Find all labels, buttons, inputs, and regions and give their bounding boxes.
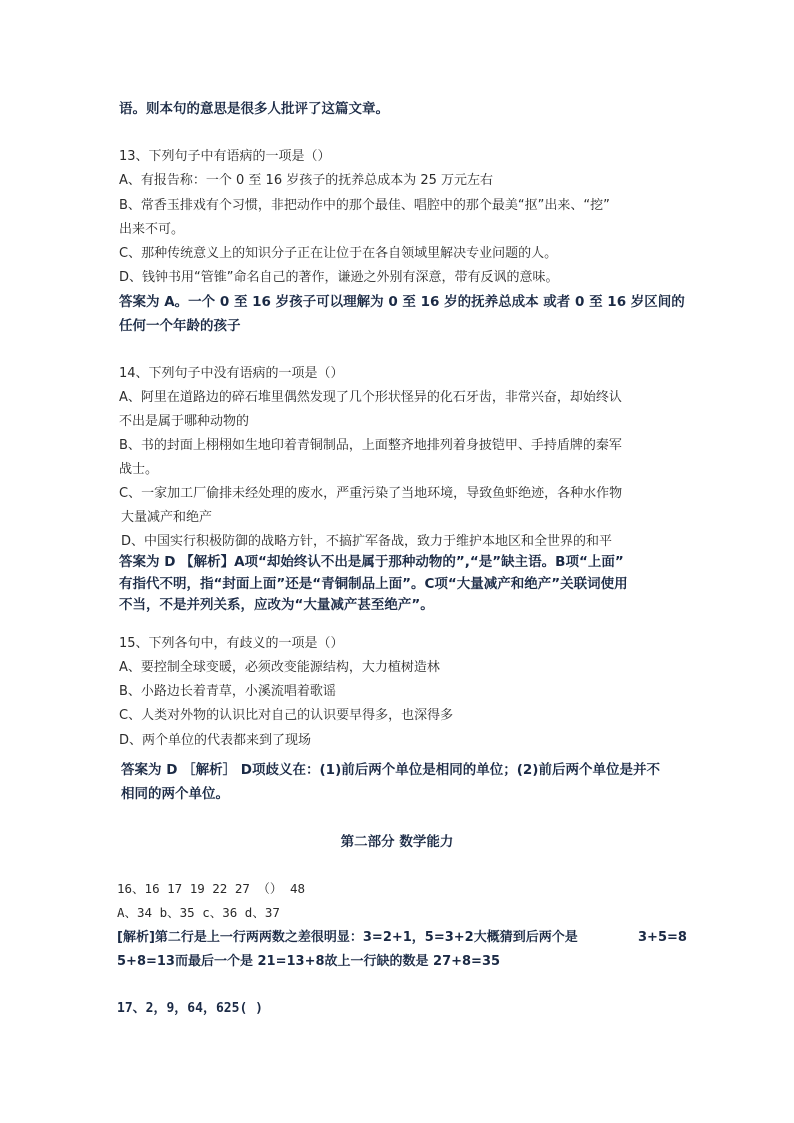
question-13-option-c: C、那种传统意义上的知识分子正在让位于在各自领域里解决专业问题的人。 bbox=[119, 246, 558, 261]
question-15-option-d: D、两个单位的代表都来到了现场 bbox=[119, 733, 312, 748]
question-14-option-b: B、书的封面上栩栩如生地印着青铜制品，上面整齐地排列着身披铠甲、手持盾牌的秦军 bbox=[119, 438, 622, 453]
question-13-option-d: D、钱钟书用“管锥”命名自己的著作，谦逊之外别有深意，带有反讽的意味。 bbox=[119, 270, 559, 285]
question-13-answer-cont: 任何一个年龄的孩子 bbox=[119, 318, 241, 334]
question-16-stem: 16、16 17 19 22 27 （） 48 bbox=[117, 881, 306, 896]
question-16-analysis: [解析]第二行是上一行两两数之差很明显：3=2+1，5=3+2大概猜到后两个是 bbox=[117, 930, 578, 945]
question-17-stem: 17、2，9，64，625( ) bbox=[117, 1001, 263, 1016]
answer-continuation: 语。则本句的意思是很多人批评了这篇文章。 bbox=[119, 101, 389, 117]
section-title-math: 第二部分 数学能力 bbox=[340, 834, 454, 850]
question-15-answer-cont: 相同的两个单位。 bbox=[121, 786, 229, 802]
question-14-option-a-cont: 不出是属于哪种动物的 bbox=[119, 414, 250, 429]
question-16-options: A、34 b、35 c、36 d、37 bbox=[117, 905, 280, 920]
question-15-answer: 答案为 D ［解析］ D项歧义在：(1)前后两个单位是相同的单位；(2)前后两个单位是并不 bbox=[121, 762, 660, 778]
question-15-option-b: B、小路边长着青草，小溪流唱着歌谣 bbox=[119, 684, 336, 699]
question-14-answer-cont1: 有指代不明，指“封面上面”还是“青铜制品上面”。C项“大量减产和绝产”关联词使用 bbox=[119, 576, 628, 592]
question-14-option-b-cont: 战士。 bbox=[119, 462, 159, 477]
question-14-stem: 14、下列句子中没有语病的一项是（） bbox=[119, 366, 344, 381]
question-14-option-a: A、阿里在道路边的碎石堆里偶然发现了几个形状怪异的化石牙齿，非常兴奋，却始终认 bbox=[119, 390, 622, 405]
question-13-option-b-cont: 出来不可。 bbox=[119, 222, 185, 237]
question-16-analysis-tail: 3+5=8 bbox=[638, 930, 687, 945]
question-14-option-d: D、中国实行积极防御的战略方针，不搞扩军备战，致力于维护本地区和全世界的和平 bbox=[121, 534, 613, 549]
question-14-option-c: C、一家加工厂偷排未经处理的废水，严重污染了当地环境，导致鱼虾绝迹，各种水作物 bbox=[119, 486, 623, 501]
question-15-option-a: A、要控制全球变暖，必须改变能源结构，大力植树造林 bbox=[119, 660, 440, 675]
question-13-option-b: B、常香玉排戏有个习惯，非把动作中的那个最佳、唱腔中的那个最美“抠”出来、“挖” bbox=[119, 198, 610, 213]
question-16-analysis-cont: 5+8=13而最后一个是 21=13+8故上一行缺的数是 27+8=35 bbox=[117, 954, 501, 969]
question-15-option-c: C、人类对外物的认识比对自己的认识要早得多，也深得多 bbox=[119, 708, 454, 723]
question-14-option-c-cont: 大量减产和绝产 bbox=[121, 510, 213, 525]
question-14-answer-cont2: 不当，不是并列关系，应改为“大量减产甚至绝产”。 bbox=[119, 597, 434, 613]
question-14-answer: 答案为 D 【解析】A项“却始终认不出是属于那种动物的”,“是”缺主语。B项“上面” bbox=[119, 554, 624, 570]
question-13-answer: 答案为 A。一个 0 至 16 岁孩子可以理解为 0 至 16 岁的抚养总成本 或者 0 至 16 岁区间的 bbox=[119, 294, 685, 310]
question-13-option-a: A、有报告称：一个 0 至 16 岁孩子的抚养总成本为 25 万元左右 bbox=[119, 173, 494, 188]
question-13-stem: 13、下列句子中有语病的一项是（） bbox=[119, 149, 331, 164]
question-15-stem: 15、下列各句中，有歧义的一项是（） bbox=[119, 636, 344, 651]
